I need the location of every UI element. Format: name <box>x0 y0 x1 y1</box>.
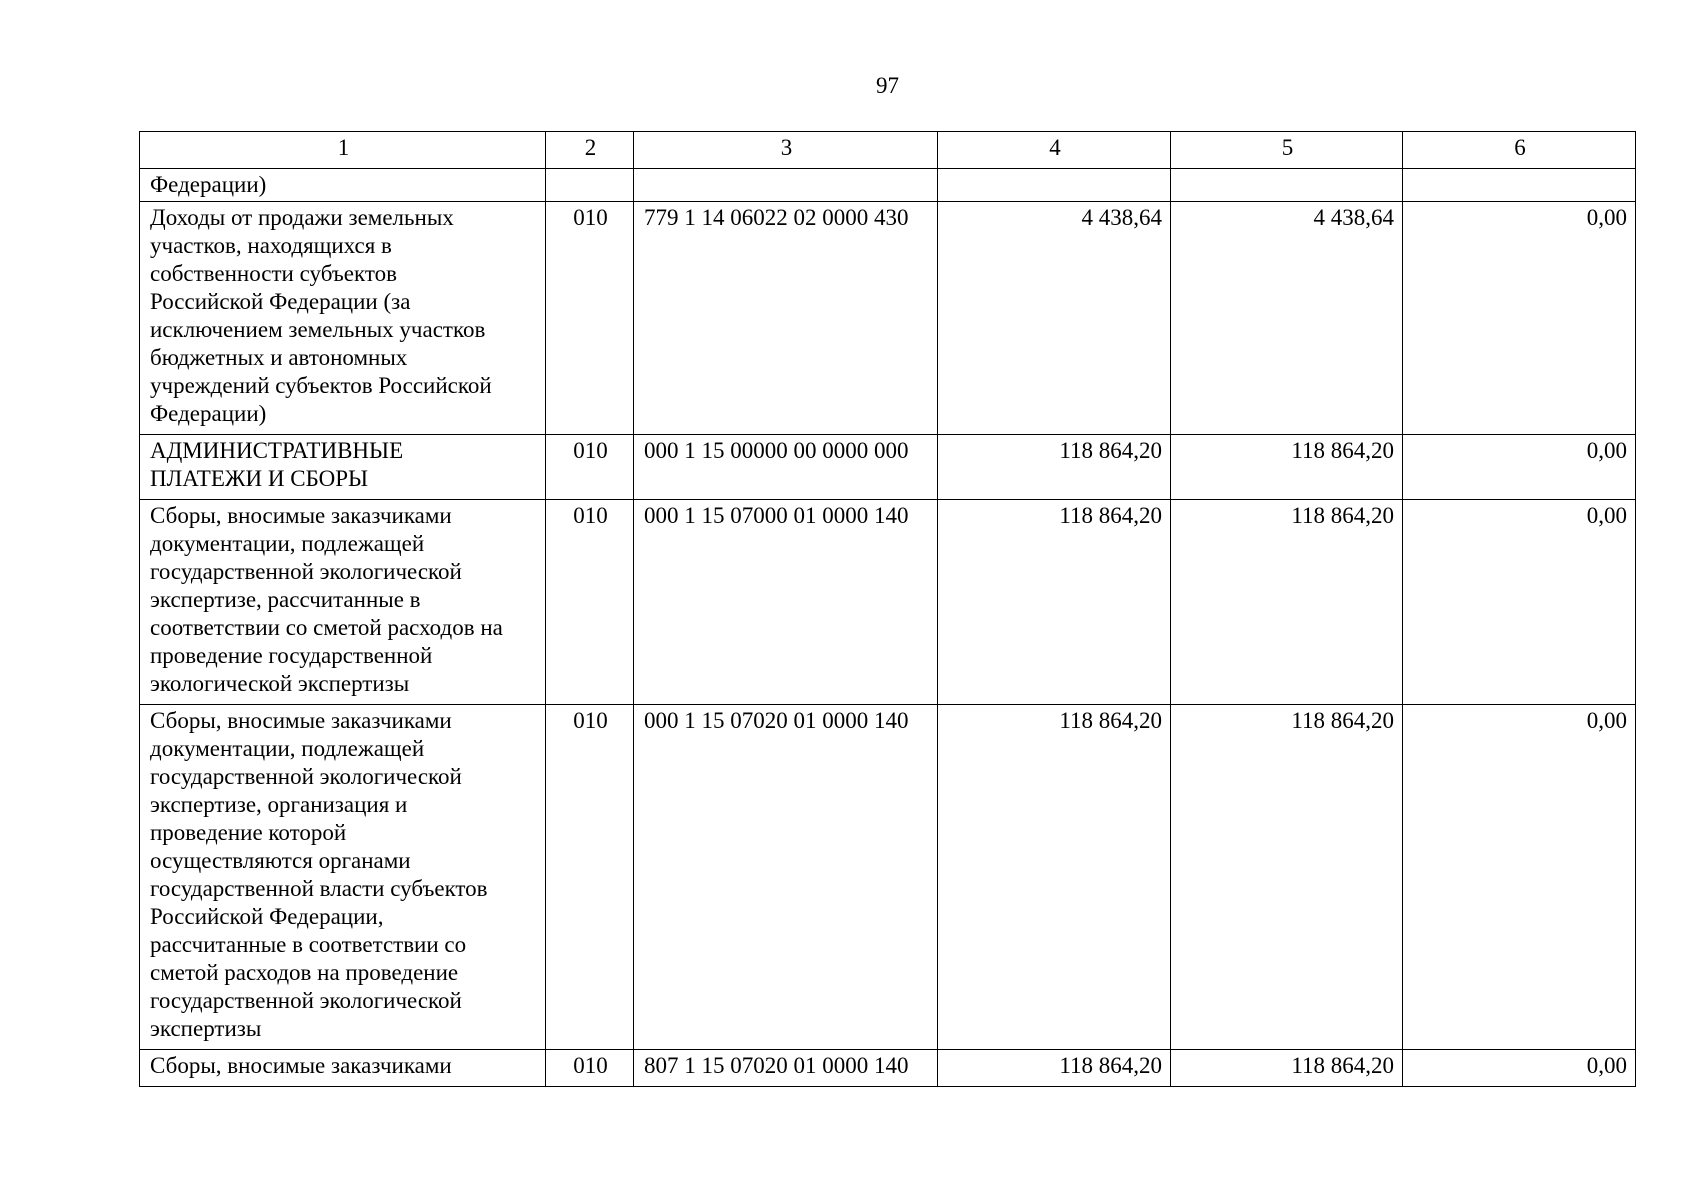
row-code: 010 <box>546 1050 634 1087</box>
table-row <box>140 202 1636 435</box>
row-code: 010 <box>546 435 634 500</box>
column-number-header-row <box>140 132 1636 169</box>
row-col6: 0,00 <box>1403 1050 1636 1087</box>
column-header: 4 <box>938 132 1171 169</box>
row-code <box>546 169 634 202</box>
row-name: АДМИНИСТРАТИВНЫЕ ПЛАТЕЖИ И СБОРЫ <box>140 435 546 500</box>
row-col4 <box>938 169 1171 202</box>
row-name: Сборы, вносимые заказчиками документации, подлежащей государственной экологической экспертизе, организация и проведение которой осуществляются органами государственной власти субъектов Российской Федерации, рассчитанные в соответствии со сметой расходов на проведение государственной экологической экспертизы <box>140 705 546 1050</box>
row-code: 010 <box>546 202 634 435</box>
row-col6: 0,00 <box>1403 705 1636 1050</box>
column-header: 6 <box>1403 132 1636 169</box>
row-col5: 118 864,20 <box>1171 1050 1403 1087</box>
column-header: 3 <box>634 132 938 169</box>
revenue-table <box>139 131 1636 1087</box>
row-col4: 118 864,20 <box>938 500 1171 705</box>
row-col6: 0,00 <box>1403 202 1636 435</box>
column-header: 2 <box>546 132 634 169</box>
row-col4: 118 864,20 <box>938 705 1171 1050</box>
row-kbk: 000 1 15 00000 00 0000 000 <box>634 435 938 500</box>
row-name: Федерации) <box>140 169 546 202</box>
row-col6: 0,00 <box>1403 435 1636 500</box>
table-row <box>140 435 1636 500</box>
column-header: 1 <box>140 132 546 169</box>
continuation-row <box>140 169 1636 202</box>
row-kbk: 807 1 15 07020 01 0000 140 <box>634 1050 938 1087</box>
row-kbk: 000 1 15 07000 01 0000 140 <box>634 500 938 705</box>
row-col5: 118 864,20 <box>1171 500 1403 705</box>
row-name: Доходы от продажи земельных участков, находящихся в собственности субъектов Российской Федерации (за исключением земельных участков бюджетных и автономных учреждений субъектов Российской Федерации) <box>140 202 546 435</box>
row-kbk: 779 1 14 06022 02 0000 430 <box>634 202 938 435</box>
row-name: Сборы, вносимые заказчиками <box>140 1050 546 1087</box>
row-kbk: 000 1 15 07020 01 0000 140 <box>634 705 938 1050</box>
row-col4: 4 438,64 <box>938 202 1171 435</box>
table-row <box>140 1050 1636 1087</box>
row-col5: 118 864,20 <box>1171 435 1403 500</box>
row-col6: 0,00 <box>1403 500 1636 705</box>
row-code: 010 <box>546 705 634 1050</box>
row-col6 <box>1403 169 1636 202</box>
row-col5: 118 864,20 <box>1171 705 1403 1050</box>
row-col4: 118 864,20 <box>938 435 1171 500</box>
row-col5: 4 438,64 <box>1171 202 1403 435</box>
page-number: 97 <box>876 73 899 98</box>
row-col5 <box>1171 169 1403 202</box>
table-row <box>140 705 1636 1050</box>
row-name: Сборы, вносимые заказчиками документации, подлежащей государственной экологической экспертизе, рассчитанные в соответствии со сметой расходов на проведение государственной экологической экспертизы <box>140 500 546 705</box>
table-row <box>140 500 1636 705</box>
row-col4: 118 864,20 <box>938 1050 1171 1087</box>
row-kbk <box>634 169 938 202</box>
column-header: 5 <box>1171 132 1403 169</box>
row-code: 010 <box>546 500 634 705</box>
